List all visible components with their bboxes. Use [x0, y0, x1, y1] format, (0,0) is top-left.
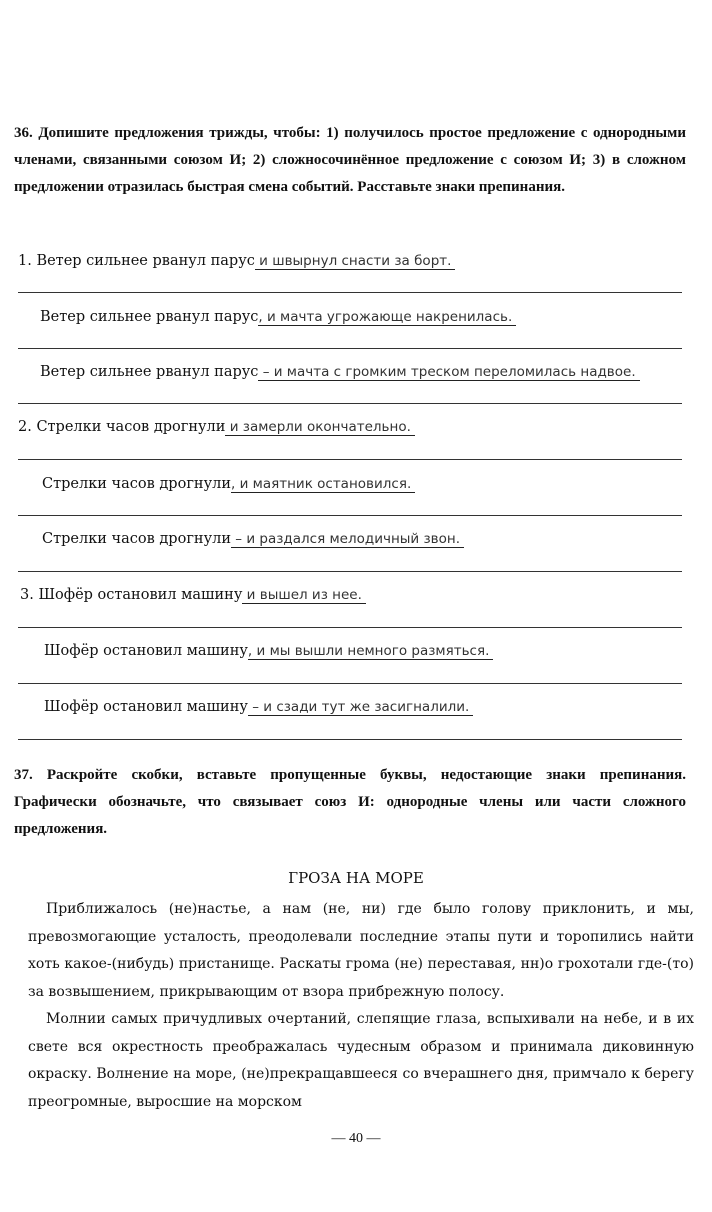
answer-line: [18, 739, 682, 740]
answer-line: [18, 292, 682, 293]
sentence-row: [44, 643, 493, 659]
sentence-row: [18, 419, 415, 435]
printed-text: Ветер сильнее рванул парус: [40, 309, 259, 325]
handwritten-answer: и вышел из нее.: [242, 587, 366, 604]
sentence-row: [40, 364, 640, 380]
sentence-row: [40, 309, 516, 325]
task-36-instructions: 36. Допишите предложения трижды, чтобы: 1) получилось простое предложение с однородными членами, связанными союзом И; 2) сложносочинённое предложение с союзом И; 3) в сложном предложении отразилась быстрая смена событий. Расставьте знаки препинания.: [14, 125, 686, 195]
story-paragraph-1: Приближалось (не)настье, а нам (не, ни) где было голову приклонить, и мы, превозмогающие усталость, преодолевали последние этапы пути и торопились найти хоть какое-(нибудь) пристанище. Раскаты грома (не) переставая, нн)о грохотали где-(то) за возвышением, прикрывающим от взора прибрежную полосу.: [28, 901, 694, 1000]
story-title: ГРОЗА НА МОРЕ: [288, 869, 424, 887]
handwritten-answer: и швырнул снасти за борт.: [255, 253, 456, 270]
printed-text: 3. Шофёр остановил машину: [20, 587, 243, 603]
sentence-row: [44, 699, 473, 715]
printed-text: 1. Ветер сильнее рванул парус: [18, 253, 255, 269]
handwritten-answer: , и мы вышли немного размяться.: [248, 643, 493, 660]
handwritten-answer: – и мачта с громким треском переломилась надвое.: [258, 364, 639, 381]
printed-text: Шофёр остановил машину: [44, 699, 248, 715]
printed-text: Стрелки часов дрогнули: [42, 531, 231, 547]
sentence-row: [18, 253, 455, 269]
handwritten-answer: – и сзади тут же засигналили.: [248, 699, 473, 716]
printed-text: 2. Стрелки часов дрогнули: [18, 419, 226, 435]
answer-line: [18, 459, 682, 460]
printed-text: Стрелки часов дрогнули: [42, 476, 231, 492]
handwritten-answer: и замерли окончательно.: [225, 419, 414, 436]
answer-line: [18, 348, 682, 349]
task-37-instructions: 37. Раскройте скобки, вставьте пропущенные буквы, недостающие знаки препинания. Графически обозначьте, что связывает союз И: однородные члены или части сложного предложения.: [14, 767, 686, 837]
answer-line: [18, 403, 682, 404]
answer-line: [18, 627, 682, 628]
sentence-row: [42, 476, 415, 492]
answer-line: [18, 571, 682, 572]
printed-text: Ветер сильнее рванул парус: [40, 364, 259, 380]
story-paragraph-2: Молнии самых причудливых очертаний, слепящие глаза, вспыхивали на небе, и в их свете вся окрестность преображалась чудесным образом и принимала диковинную окраску. Волнение на море, (не)прекращавшееся со вчерашнего дня, примчало к берегу преогромные, выросшие на морском: [28, 1011, 694, 1110]
answer-line: [18, 683, 682, 684]
sentence-row: [20, 587, 366, 603]
printed-text: Шофёр остановил машину: [44, 643, 248, 659]
page-number: — 40 —: [331, 1131, 381, 1146]
handwritten-answer: , и мачта угрожающе накренилась.: [258, 309, 516, 326]
answer-line: [18, 515, 682, 516]
handwritten-answer: , и маятник остановился.: [231, 476, 415, 493]
handwritten-answer: – и раздался мелодичный звон.: [231, 531, 464, 548]
sentence-row: [42, 531, 464, 547]
